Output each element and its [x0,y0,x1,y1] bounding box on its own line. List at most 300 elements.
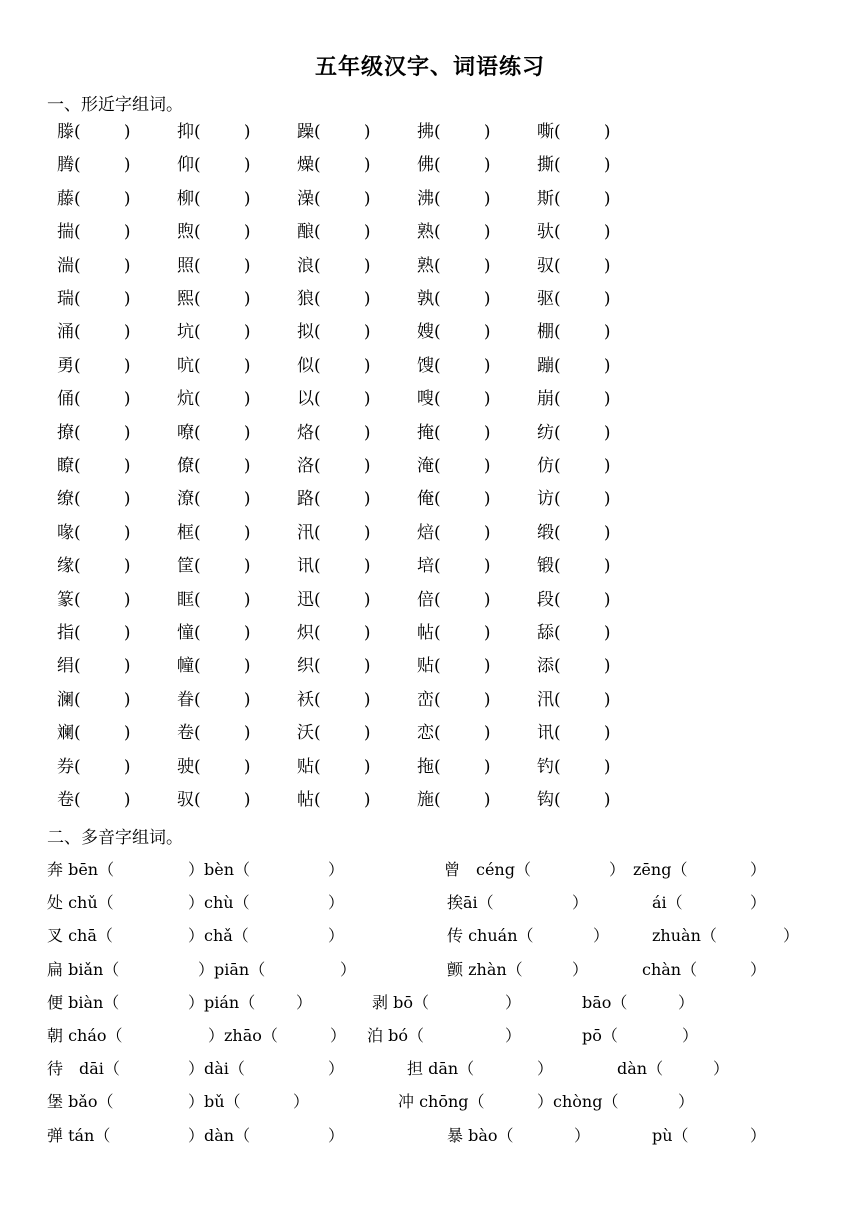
similar-char-item [177,251,251,276]
char: 织 [297,656,314,677]
similar-char-item [537,150,611,175]
similar-char-item [417,484,491,509]
similar-char-item [537,551,611,576]
char: 路 [297,489,314,510]
polyphone-row [0,923,860,956]
char: 躁 [297,122,314,142]
answer-blank[interactable]: ( ) [194,155,251,176]
answer-blank[interactable]: ( ) [74,522,131,543]
char: 纺 [537,422,554,443]
answer-blank[interactable]: ( ) [194,355,251,376]
answer-blank[interactable]: ( ) [434,456,491,476]
answer-blank[interactable]: ( ) [554,790,611,810]
polyphone-segment: ） [750,959,767,979]
char: 揣 [57,222,74,243]
char: 熙 [177,289,194,309]
answer-blank[interactable]: ( ) [554,422,611,443]
similar-char-item [57,484,131,509]
char: 馊 [417,355,434,376]
similar-char-item [417,150,491,175]
polyphone-segment: ái（ [652,893,683,913]
answer-blank[interactable]: ( ) [314,689,371,710]
answer-blank[interactable]: ( ) [194,255,251,276]
similar-char-item [177,585,251,610]
polyphone-segment: ）bǔ（ [188,1092,241,1112]
char: 锻 [537,556,554,577]
char: 掩 [417,422,434,443]
answer-blank[interactable]: ( ) [554,389,611,410]
answer-blank[interactable]: ( ) [194,756,251,777]
char: 棚 [537,322,554,343]
answer-blank[interactable]: ( ) [434,522,491,543]
similar-char-item [417,752,491,777]
answer-blank[interactable]: ( ) [194,556,251,577]
polyphone-segment: ） [330,1026,347,1045]
answer-blank[interactable]: ( ) [554,656,611,677]
answer-blank[interactable]: ( ) [314,556,371,577]
similar-char-item [57,418,131,443]
answer-blank[interactable]: ( ) [194,222,251,243]
char: 吭 [177,355,194,376]
char: 沸 [417,188,434,209]
answer-blank[interactable]: ( ) [314,355,371,376]
polyphone-segment: dàn（ [617,1059,664,1079]
similar-char-item [57,251,131,276]
char: 眶 [177,589,194,610]
answer-blank[interactable]: ( ) [434,689,491,710]
polyphone-segment: ）chù（ [188,893,250,913]
char: 狼 [297,289,314,309]
answer-blank[interactable]: ( ) [194,122,251,142]
char: 嫂 [417,322,434,343]
answer-blank[interactable]: ( ) [194,623,251,643]
char: 斓 [57,723,74,744]
similar-char-item [177,551,251,576]
answer-blank[interactable]: ( ) [434,122,491,142]
char: 沃 [297,723,314,744]
answer-blank[interactable]: ( ) [314,589,371,610]
answer-blank[interactable]: ( ) [314,422,371,443]
similar-char-item [57,618,131,643]
char: 篆 [57,589,74,610]
polyphone-segment: ） [328,1059,345,1079]
answer-blank[interactable]: ( ) [314,222,371,243]
polyphone-segment: ）pián（ [188,992,256,1012]
answer-blank[interactable]: ( ) [314,522,371,543]
answer-blank[interactable]: ( ) [554,122,611,142]
answer-blank[interactable]: ( ) [554,589,611,610]
polyphone-row [0,1089,860,1122]
answer-blank[interactable]: ( ) [74,790,131,810]
polyphone-segment: 担 dān（ [407,1059,475,1079]
char: 潦 [177,489,194,510]
similar-char-item [417,685,491,710]
char: 炕 [177,389,194,410]
answer-blank[interactable]: ( ) [434,389,491,410]
similar-char-item [417,384,491,409]
answer-blank[interactable]: ( ) [434,322,491,343]
char: 眷 [177,689,194,710]
char: 崩 [537,389,554,410]
answer-blank[interactable]: ( ) [554,222,611,243]
polyphone-segment: ） [328,860,345,879]
similar-char-item [537,618,611,643]
answer-blank[interactable]: ( ) [74,255,131,276]
answer-blank[interactable]: ( ) [554,623,611,643]
char: 蹦 [537,355,554,376]
similar-char-item [177,117,251,142]
char: 券 [57,756,74,777]
answer-blank[interactable]: ( ) [74,322,131,343]
polyphone-segment: 堡 bǎo（ [47,1092,114,1112]
similar-char-item [177,284,251,309]
answer-blank[interactable]: ( ) [554,289,611,309]
answer-blank[interactable]: ( ) [74,689,131,710]
similar-char-item [297,217,371,242]
answer-blank[interactable]: ( ) [314,188,371,209]
char: 撩 [57,422,74,443]
polyphone-segment: 泊 bó（ [367,1026,424,1045]
answer-blank[interactable]: ( ) [314,322,371,343]
answer-blank[interactable]: ( ) [74,355,131,376]
similar-char-item [297,752,371,777]
similar-char-item [417,251,491,276]
answer-blank[interactable]: ( ) [194,188,251,209]
answer-blank[interactable]: ( ) [554,155,611,176]
char: 倍 [417,589,434,610]
char: 以 [297,389,314,410]
char: 幢 [177,656,194,677]
char: 澜 [57,689,74,710]
similar-char-item [177,618,251,643]
similar-char-item [417,117,491,142]
answer-blank[interactable]: ( ) [74,723,131,744]
similar-char-item [297,184,371,209]
answer-blank[interactable]: ( ) [74,422,131,443]
answer-blank[interactable]: ( ) [314,623,371,643]
polyphone-row [0,1023,860,1056]
answer-blank[interactable]: ( ) [434,289,491,309]
similar-char-item [57,150,131,175]
char: 喙 [57,522,74,543]
answer-blank[interactable]: ( ) [74,623,131,643]
similar-char-item [297,150,371,175]
answer-blank[interactable]: ( ) [194,389,251,410]
similar-char-item [57,317,131,342]
polyphone-row [0,857,860,890]
char: 坑 [177,322,194,343]
polyphone-segment: ） [574,1125,591,1145]
char: 俑 [57,389,74,410]
similar-char-item [57,752,131,777]
char: 淹 [417,456,434,476]
similar-char-item [177,651,251,676]
similar-char-item [537,451,611,476]
similar-char-item [537,785,611,810]
polyphone-segment: ） [572,959,589,979]
answer-blank[interactable]: ( ) [554,522,611,543]
char: 洛 [297,456,314,476]
char: 柳 [177,188,194,209]
char: 澡 [297,188,314,209]
polyphone-segment: ） [678,1092,695,1112]
answer-blank[interactable]: ( ) [554,456,611,476]
answer-blank[interactable]: ( ) [194,489,251,510]
char: 卷 [177,723,194,744]
answer-blank[interactable]: ( ) [554,188,611,209]
answer-blank[interactable]: ( ) [74,589,131,610]
polyphone-segment: 传 chuán（ [447,926,534,946]
answer-blank[interactable]: ( ) [74,489,131,510]
polyphone-segment: 冲 chōng（ [398,1092,485,1112]
char: 迅 [297,589,314,610]
polyphone-segment: ）zhāo（ [208,1026,278,1045]
polyphone-segment: ） [505,1026,522,1045]
answer-blank[interactable]: ( ) [434,489,491,510]
char: 拟 [297,322,314,343]
answer-blank[interactable]: ( ) [194,723,251,744]
similar-char-item [537,184,611,209]
polyphone-segment: ） [750,1125,767,1145]
polyphone-segment: ）chǎ（ [188,926,249,946]
polyphone-segment: ）dàn（ [188,1125,251,1145]
char: 段 [537,589,554,610]
char: 驭 [177,790,194,810]
answer-blank[interactable]: ( ) [434,589,491,610]
answer-blank[interactable]: ( ) [314,756,371,777]
similar-char-item [57,685,131,710]
answer-blank[interactable]: ( ) [434,188,491,209]
polyphone-segment: ） [750,860,767,879]
similar-char-item [297,484,371,509]
similar-char-item [417,351,491,376]
similar-char-item [537,384,611,409]
similar-char-item [177,150,251,175]
polyphone-row [0,890,860,923]
char: 涌 [57,322,74,343]
char: 贴 [297,756,314,777]
similar-char-item [177,752,251,777]
similar-char-item [177,484,251,509]
answer-blank[interactable]: ( ) [434,422,491,443]
answer-blank[interactable]: ( ) [314,456,371,476]
similar-char-item [57,351,131,376]
answer-blank[interactable]: ( ) [554,322,611,343]
answer-blank[interactable]: ( ) [554,723,611,744]
char: 施 [417,790,434,810]
char: 帖 [417,623,434,643]
answer-blank[interactable]: ( ) [434,155,491,176]
char: 湍 [57,255,74,276]
answer-blank[interactable]: ( ) [314,155,371,176]
answer-blank[interactable]: ( ) [314,723,371,744]
answer-blank[interactable]: ( ) [194,522,251,543]
char: 贴 [417,656,434,677]
similar-char-item [537,518,611,543]
similar-char-item [57,384,131,409]
polyphone-segment: 叉 chā（ [47,926,113,946]
similar-char-item [57,651,131,676]
answer-blank[interactable]: ( ) [74,656,131,677]
answer-blank[interactable]: ( ) [74,222,131,243]
similar-char-item [177,418,251,443]
similar-char-item [177,317,251,342]
polyphone-segment: ）dài（ [188,1059,245,1079]
polyphone-row [0,990,860,1023]
answer-blank[interactable]: ( ) [434,656,491,677]
answer-blank[interactable]: ( ) [194,322,251,343]
char: 恋 [417,723,434,744]
answer-blank[interactable]: ( ) [434,255,491,276]
answer-blank[interactable]: ( ) [314,489,371,510]
answer-blank[interactable]: ( ) [194,456,251,476]
char: 缘 [57,556,74,577]
answer-blank[interactable]: ( ) [314,289,371,309]
polyphone-segment: ） [678,992,695,1012]
answer-blank[interactable]: ( ) [554,255,611,276]
similar-char-item [297,317,371,342]
char: 汛 [297,522,314,543]
similar-char-item [297,117,371,142]
answer-blank[interactable]: ( ) [434,222,491,243]
similar-char-item [537,117,611,142]
similar-char-item [177,217,251,242]
polyphone-segment: ） [296,992,313,1012]
char: 佛 [417,155,434,176]
polyphone-segment: ） zēng（ [609,860,688,879]
answer-blank[interactable]: ( ) [74,289,131,309]
polyphone-row [0,1056,860,1089]
similar-char-item [57,217,131,242]
similar-char-item [417,317,491,342]
char: 框 [177,522,194,543]
similar-char-item [177,384,251,409]
polyphone-segment: ） [505,992,522,1012]
answer-blank[interactable]: ( ) [194,790,251,810]
answer-blank[interactable]: ( ) [194,689,251,710]
answer-blank[interactable]: ( ) [434,756,491,777]
similar-char-item [297,785,371,810]
similar-char-item [537,651,611,676]
similar-char-item [537,418,611,443]
char: 绢 [57,656,74,677]
char: 憧 [177,623,194,643]
answer-blank[interactable]: ( ) [74,155,131,176]
answer-blank[interactable]: ( ) [554,556,611,577]
char: 煦 [177,222,194,243]
polyphone-segment: ） [682,1026,699,1045]
polyphone-segment: ）chòng（ [537,1092,619,1112]
polyphone-segment: 颤 zhàn（ [447,959,523,979]
char: 似 [297,355,314,376]
polyphone-segment: 便 biàn（ [47,992,120,1012]
char: 钓 [537,756,554,777]
similar-char-item [417,518,491,543]
similar-char-item [57,551,131,576]
char: 仰 [177,155,194,176]
similar-char-item [417,184,491,209]
answer-blank[interactable]: ( ) [194,589,251,610]
similar-char-item [57,451,131,476]
answer-blank[interactable]: ( ) [314,790,371,810]
similar-char-item [417,284,491,309]
answer-blank[interactable]: ( ) [314,255,371,276]
answer-blank[interactable]: ( ) [434,556,491,577]
answer-blank[interactable]: ( ) [314,656,371,677]
char: 缭 [57,489,74,510]
char: 卷 [57,790,74,810]
char: 嘹 [177,422,194,443]
similar-char-item [177,184,251,209]
char: 撕 [537,155,554,176]
answer-blank[interactable]: ( ) [74,389,131,410]
polyphone-segment: ） [593,926,610,946]
char: 嗖 [417,389,434,410]
answer-blank[interactable]: ( ) [74,556,131,577]
polyphone-segment: 待 dāi（ [47,1059,120,1079]
answer-blank[interactable]: ( ) [554,689,611,710]
answer-blank[interactable]: ( ) [194,422,251,443]
answer-blank[interactable]: ( ) [194,289,251,309]
similar-char-item [537,752,611,777]
char: 腾 [57,155,74,176]
char: 驶 [177,756,194,777]
answer-blank[interactable]: ( ) [434,355,491,376]
char: 熟 [417,255,434,276]
char: 钩 [537,790,554,810]
polyphone-segment: bāo（ [582,992,628,1012]
polyphone-row [0,1123,860,1156]
answer-blank[interactable]: ( ) [74,122,131,142]
char: 孰 [417,289,434,309]
polyphone-segment: pō（ [582,1026,618,1045]
answer-blank[interactable]: ( ) [554,355,611,376]
polyphone-segment: ） [328,893,345,913]
answer-blank[interactable]: ( ) [434,723,491,744]
similar-char-item [177,518,251,543]
similar-char-item [177,351,251,376]
char: 抑 [177,122,194,142]
answer-blank[interactable]: ( ) [434,790,491,810]
polyphone-segment: ） [713,1059,730,1079]
similar-char-item [417,217,491,242]
similar-char-item [177,785,251,810]
answer-blank[interactable]: ( ) [314,122,371,142]
polyphone-segment: 暴 bào（ [447,1125,514,1145]
char: 僚 [177,456,194,476]
polyphone-segment: 扁 biǎn（ [47,959,120,979]
answer-blank[interactable]: ( ) [74,188,131,209]
similar-char-item [297,284,371,309]
answer-blank[interactable]: ( ) [554,489,611,510]
similar-char-item [57,718,131,743]
similar-char-item [297,585,371,610]
char: 拂 [417,122,434,142]
answer-blank[interactable]: ( ) [554,756,611,777]
answer-blank[interactable]: ( ) [194,656,251,677]
char: 炽 [297,623,314,643]
similar-char-item [177,451,251,476]
char: 熟 [417,222,434,243]
char: 瞭 [57,456,74,476]
answer-blank[interactable]: ( ) [314,389,371,410]
similar-char-item [537,217,611,242]
answer-blank[interactable]: ( ) [74,756,131,777]
similar-char-item [417,718,491,743]
polyphone-segment: 挨āi（ [447,893,494,913]
answer-blank[interactable]: ( ) [434,623,491,643]
answer-blank[interactable]: ( ) [74,456,131,476]
